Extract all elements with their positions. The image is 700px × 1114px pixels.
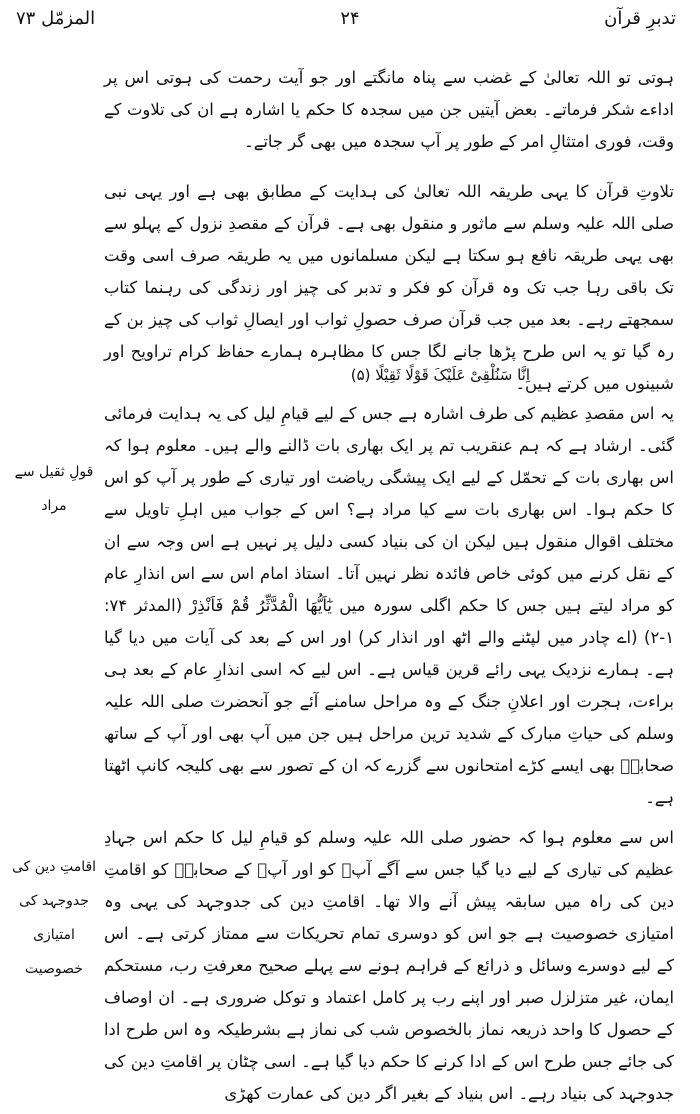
surah-label: المزمّل ۷۳	[16, 8, 96, 29]
margin-heading-iqamat-e-deen: اقامتِ دین کی جدوجہد کی امتیازی خصوصیت	[11, 859, 97, 977]
paragraph-1: ہوتی تو اللہ تعالیٰ کے غضب سے پناہ مانگتے اور جو آیت رحمت کی ہوتی اس پر اداءے شکر فرماتے۔ بعض آیتیں جن میں سجدہ کا حکم یا اشارہ ہے ان کی تلاوت کے وقت، فوری امتثالِ امر کے طور پر آپ سجدہ میں بھی گر جاتے۔	[104, 68, 674, 151]
book-title: تدبرِ قرآن	[604, 8, 676, 29]
paragraph-2: تلاوتِ قرآن کا یہی طریقہ اللہ تعالیٰ کی ہدایت کے مطابق بھی ہے اور یہی نبی صلی اللہ علیہ وسلم سے ماثور و منقول بھی ہے۔ قرآن کے مقصدِ نزول کے پہلو سے بھی یہی طریقہ نافع ہو سکتا ہے لیکن مسلمانوں میں یہ طریقہ صرف اسی وقت تک باقی رہا جب تک وہ قرآن کو فکر و تدبر کی چیز اور زندگی کی رہنما کتاب سمجھتے رہے۔ بعد میں جب قرآن صرف حصولِ ثواب اور ایصالِ ثواب کی چیز بن کے رہ گیا تو یہ اس طرح پڑھا جانے لگا جس کا مظاہرہ ہمارے حفاظ کرام تراویح اور شبینوں میں کرتے ہیں۔	[104, 182, 674, 393]
paragraph-4: اس سے معلوم ہوا کہ حضور صلی اللہ علیہ وسلم کو قیامِ لیل کا حکم اس جہادِ عظیم کی تیاری کے لیے دیا گیا جس سے آگے آپؐ کو اور آپؐ کے صحابہؓ کو اقامتِ دین کی راہ میں سابقہ پیش آنے والا تھا۔ اقامتِ دین کی جدوجہد کی یہی وہ امتیازی خصوصیت ہے جو اس کو دوسری تمام تحریکات سے ممتاز کرتی ہے۔ اس کے لیے دوسرے وسائل و ذرائع کے فراہم ہونے سے پہلے صحیح معرفتِ رب، مستحکم ایمان، غیر متزلزل صبر اور اپنے رب پر کامل اعتماد و توکل ضروری ہے۔ ان اوصاف کے حصول کا واحد ذریعہ نماز بالخصوص شب کی نماز ہے بشرطیکہ وہ اس طرح ادا کی جائے جس طرح اس کے ادا کرنے کا حکم دیا گیا ہے۔ اسی چٹان پر اقامتِ دین کی جدوجہد کی بنیاد رہے۔ اس بنیاد کے بغیر اگر دین کی عمارت کھڑی	[104, 828, 674, 1103]
page-number: ۲۴	[340, 8, 360, 29]
margin-heading-qaul-saqil: قولِ ثقیل سے مراد	[14, 464, 94, 514]
paragraph-3: یہ اس مقصدِ عظیم کی طرف اشارہ ہے جس کے لیے قیامِ لیل کی یہ ہدایت فرمائی گئی۔ ارشاد ہے کہ ہم عنقریب تم پر ایک بھاری بات ڈالنے والے ہیں۔ معلوم ہوا کہ اس بھاری بات کے تحمّل کے لیے ایک پیشگی ریاضت اور تیاری کے طور پر آپ کو اس کا حکم ہوا۔ اس بھاری بات سے کیا مراد ہے؟ اس کے جواب میں اہلِ تاویل سے مختلف اقوال منقول ہیں لیکن ان کی بنیاد کسی دلیل پر نہیں ہے اس وجہ سے ان کے نقل کرنے میں کوئی خاص فائدہ نظر نہیں آتا۔ استاذ امام اس سے اس انذارِ عام کو مراد لیتے ہیں جس کا حکم اگلی سورہ میں یٰٓاَیُّھَا الْمُدَّثِّرُ قُمْ فَاَنْذِرْ (المدثر ۷۴: ۱-۲) (اے چادر میں لپٹنے والے اٹھ اور انذار کر) اور اس کے بعد کی آیات میں دیا گیا ہے۔ ہمارے نزدیک یہی رائے قرین قیاس ہے۔ اس لیے کہ اسی انذارِ عام کے بعد ہی براءت، ہجرت اور اعلانِ جنگ کے وہ مراحل سامنے آئے جو آنحضرت صلی اللہ علیہ وسلم کی حیاتِ مبارک کے شدید ترین مراحل ہیں جن میں آپ بھی اور آپ کے ساتھ صحابہؓ بھی ایسے کڑے امتحانوں سے گزرے کہ ان کے تصور سے بھی کلیجہ کانپ اٹھتا ہے۔	[104, 404, 674, 807]
quran-verse: اِنَّا سَنُلْقِیْ عَلَیْکَ قَوْلًا ثَقِیْلًا (۵)	[350, 366, 530, 384]
page-header	[0, 0, 700, 44]
